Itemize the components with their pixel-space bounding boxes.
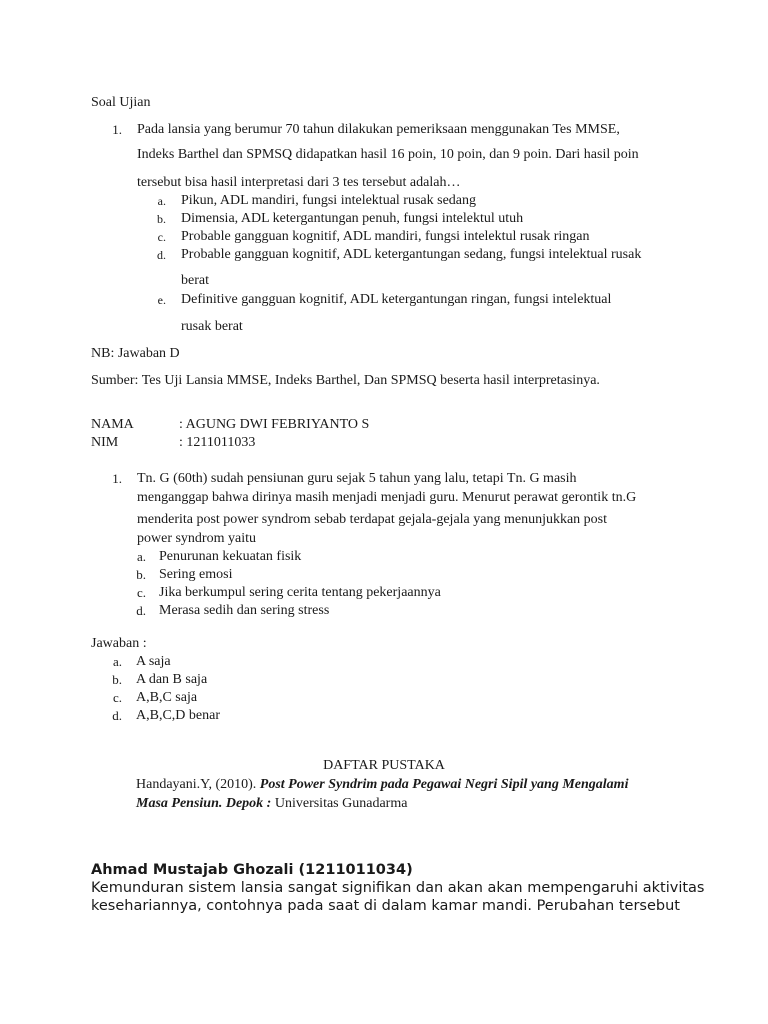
option-text: rusak berat	[181, 319, 243, 334]
option-letter: a.	[136, 549, 146, 564]
option-text: Penurunan kekuatan fisik	[159, 549, 302, 564]
question-line: Indeks Barthel dan SPMSQ didapatkan hasil 16 poin, 10 poin, dan 9 poin. Dari hasil poin	[137, 147, 639, 162]
answer-text: A saja	[136, 654, 171, 669]
option-letter: c.	[157, 230, 166, 244]
option-letter: a.	[157, 194, 166, 208]
nim-label: NIM	[91, 435, 119, 450]
reference-title-cont: Masa Pensiun. Depok :	[136, 796, 275, 811]
option-text: berat	[181, 273, 209, 288]
author-heading: Ahmad Mustajab Ghozali (1211011034)	[91, 862, 413, 878]
option-letter: d.	[157, 248, 166, 262]
option-letter: c.	[136, 585, 146, 600]
question-line: menganggap bahwa dirinya masih menjadi menjadi guru. Menurut perawat gerontik tn.G	[137, 490, 637, 505]
answer-letter: b.	[112, 672, 122, 687]
question-line: tersebut bisa hasil interpretasi dari 3 tes tersebut adalah…	[137, 175, 461, 190]
option-text: Jika berkumpul sering cerita tentang pekerjaannya	[159, 585, 441, 600]
answer-text: A,B,C saja	[136, 690, 198, 705]
exam-title: Soal Ujian	[91, 95, 151, 110]
option-letter: d.	[136, 603, 146, 618]
option-text: Merasa sedih dan sering stress	[159, 603, 330, 618]
question-line: Pada lansia yang berumur 70 tahun dilakukan pemeriksaan menggunakan Tes MMSE,	[137, 122, 620, 137]
option-letter: e.	[157, 293, 166, 307]
answer-note: NB: Jawaban D	[91, 346, 180, 361]
option-letter: b.	[136, 567, 146, 582]
nim-value: : 1211011033	[179, 435, 256, 450]
answer-text: A dan B saja	[136, 672, 208, 687]
paragraph-line: kesehariannya, contohnya pada saat di dalam kamar mandi. Perubahan tersebut	[91, 898, 680, 914]
references-title: DAFTAR PUSTAKA	[323, 758, 445, 773]
source-note: Sumber: Tes Uji Lansia MMSE, Indeks Barthel, Dan SPMSQ beserta hasil interpretasinya.	[91, 373, 600, 388]
answer-letter: d.	[112, 708, 122, 723]
paragraph-line: Kemunduran sistem lansia sangat signifikan dan akan akan mempengaruhi aktivitas	[91, 880, 705, 896]
question-line: Tn. G (60th) sudah pensiunan guru sejak 5 tahun yang lalu, tetapi Tn. G masih	[137, 471, 577, 486]
question-line: menderita post power syndrom sebab terdapat gejala-gejala yang menunjukkan post	[137, 512, 608, 527]
option-text: Pikun, ADL mandiri, fungsi intelektual rusak sedang	[181, 193, 476, 208]
question-number: 1.	[112, 122, 122, 137]
option-letter: b.	[157, 212, 166, 226]
option-text: Definitive gangguan kognitif, ADL ketergantungan ringan, fungsi intelektual	[181, 292, 612, 307]
option-text: Probable gangguan kognitif, ADL ketergantungan sedang, fungsi intelektual rusak	[181, 247, 642, 262]
answer-text: A,B,C,D benar	[136, 708, 220, 723]
answer-letter: c.	[112, 690, 122, 705]
answer-label: Jawaban :	[91, 636, 147, 651]
reference-line-1	[136, 776, 628, 794]
reference-publisher: Universitas Gunadarma	[274, 796, 408, 811]
option-text: Sering emosi	[159, 567, 233, 582]
answer-letter: a.	[112, 654, 122, 669]
name-value: : AGUNG DWI FEBRIYANTO S	[179, 417, 370, 432]
option-text: Probable gangguan kognitif, ADL mandiri, fungsi intelektul rusak ringan	[181, 229, 590, 244]
reference-title: Post Power Syndrim pada Pegawai Negri Sipil yang Mengalami	[259, 777, 629, 792]
reference-line-2	[136, 795, 407, 813]
name-label: NAMA	[91, 417, 134, 432]
option-text: Dimensia, ADL ketergantungan penuh, fungsi intelektul utuh	[181, 211, 524, 226]
reference-author: Handayani.Y, (2010).	[136, 777, 260, 792]
question-number: 1.	[112, 471, 122, 486]
question-line: power syndrom yaitu	[137, 531, 256, 546]
